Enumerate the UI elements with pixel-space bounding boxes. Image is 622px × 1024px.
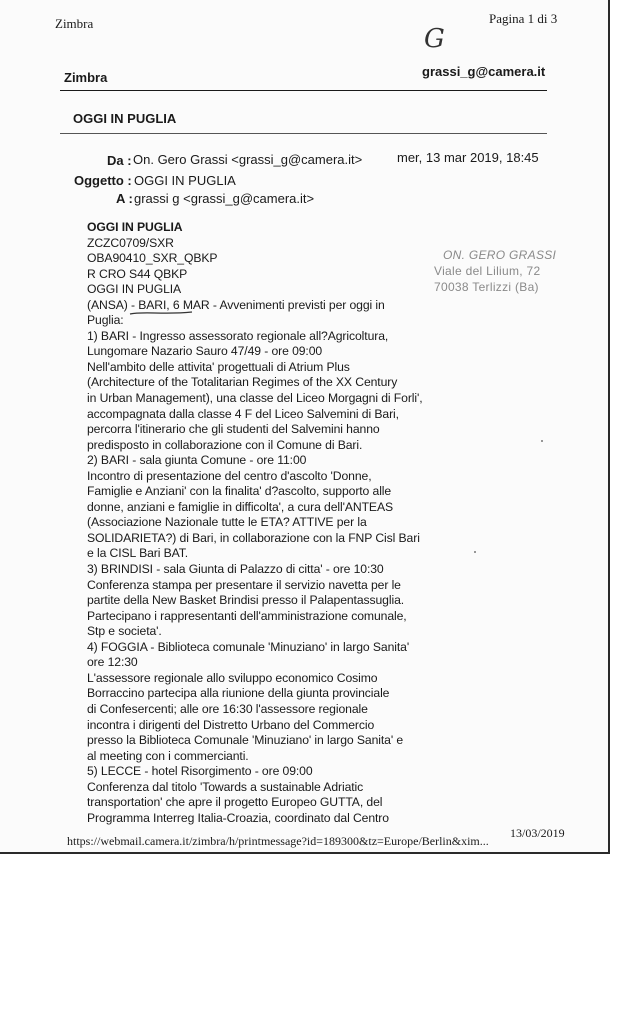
from-value: On. Gero Grassi <grassi_g@camera.it>: [133, 152, 363, 167]
stamp-address: Viale del Lilium, 72: [434, 264, 541, 278]
print-header-app: Zimbra: [55, 16, 94, 31]
from-label: Da :: [107, 153, 132, 168]
body-text: ZCZC0709/SXR OBA90410_SXR_QBKP R CRO S44 QBKP OGGI IN PUGLIA (ANSA) - BARI, 6 MAR - Avvenimenti previsti per oggi in Puglia: 1) BARI - Ingresso assessorato regionale all?Agricoltura, Lungomare Nazario Sauro 47/49 - ore 09:00 Nell'ambito delle attivita' progettuali di Atrium Plus (Architecture of the Totalitarian Regimes of the XX Century in Urban Management), una classe del Liceo Morgagni di Forli', accompagnata dalla classe 4 F del Liceo Salvemini di Bari, percorra l'itinerario che gli studenti del Salvemini hanno predisposto in collaborazione con il Comune di Bari. 2) BARI - sala giunta Comune - ore 11:00 Incontro di presentazione del centro d'ascolto 'Donne, Famiglie e Anziani' con la finalita' d?ascolto, supporto alle donne, anziani e famiglie in difficolta', a cura dell'ANTEAS (Associazione Nazionale tutte le ETA? ATTIVE per la SOLIDARIETA?) di Bari, in collaborazione con la FNP Cisl Bari e la CISL Bari BAT. 3) BRINDISI - sala Giunta di Palazzo di citta' - ore 10:30 Conferenza stampa per presentare il servizio navetta per le partite della New Basket Brindisi presso il Palapentassuglia. Partecipano i rappresentanti dell'amministrazione comunale, Stp e societa'. 4) FOGGIA - Biblioteca comunale 'Minuziano' in largo Sanita' ore 12:30 L'assessore regionale allo sviluppo economico Cosimo Borraccino partecipa alla riunione della giunta provinciale di Confesercenti; alle ore 16:30 l'assessore regionale incontra i dirigenti del Distretto Urbano del Commercio presso la Biblioteca Comunale 'Minuziano' in largo Sanita' e al meeting con i commercianti. 5) LECCE - hotel Risorgimento - ore 09:00 Conferenza dal titolo 'Towards a sustainable Adriatic transportation' che apre il progetto Europeo GUTTA, del Programma Interreg Italia-Croazia, coordinato dal Centro: [87, 235, 423, 825]
stamp-name: ON. GERO GRASSI: [443, 248, 557, 262]
to-label: A :: [116, 191, 133, 206]
header-divider: [60, 90, 547, 91]
message-date: mer, 13 mar 2019, 18:45: [397, 150, 539, 165]
subject-title: OGGI IN PUGLIA: [73, 111, 177, 126]
scan-speck: [541, 440, 543, 442]
stamp-city: 70038 Terlizzi (Ba): [434, 280, 539, 294]
address-stamp: [432, 247, 557, 295]
handwritten-underline: [129, 310, 193, 316]
footer-date: 13/03/2019: [510, 826, 565, 840]
body-title: OGGI IN PUGLIA: [87, 220, 183, 234]
app-name: Zimbra: [64, 70, 108, 85]
handwritten-mark: G: [424, 24, 445, 54]
footer-url: https://webmail.camera.it/zimbra/h/printmessage?id=189300&tz=Europe/Berlin&xim...: [67, 834, 489, 848]
to-value: grassi g <grassi_g@camera.it>: [134, 191, 315, 206]
subject-label: Oggetto :: [74, 173, 132, 188]
subject-value: OGGI IN PUGLIA: [134, 173, 236, 188]
print-header-page-number: Pagina 1 di 3: [489, 11, 558, 26]
subject-divider: [60, 133, 547, 134]
scan-speck: [474, 551, 476, 553]
account-email: grassi_g@camera.it: [422, 64, 546, 79]
